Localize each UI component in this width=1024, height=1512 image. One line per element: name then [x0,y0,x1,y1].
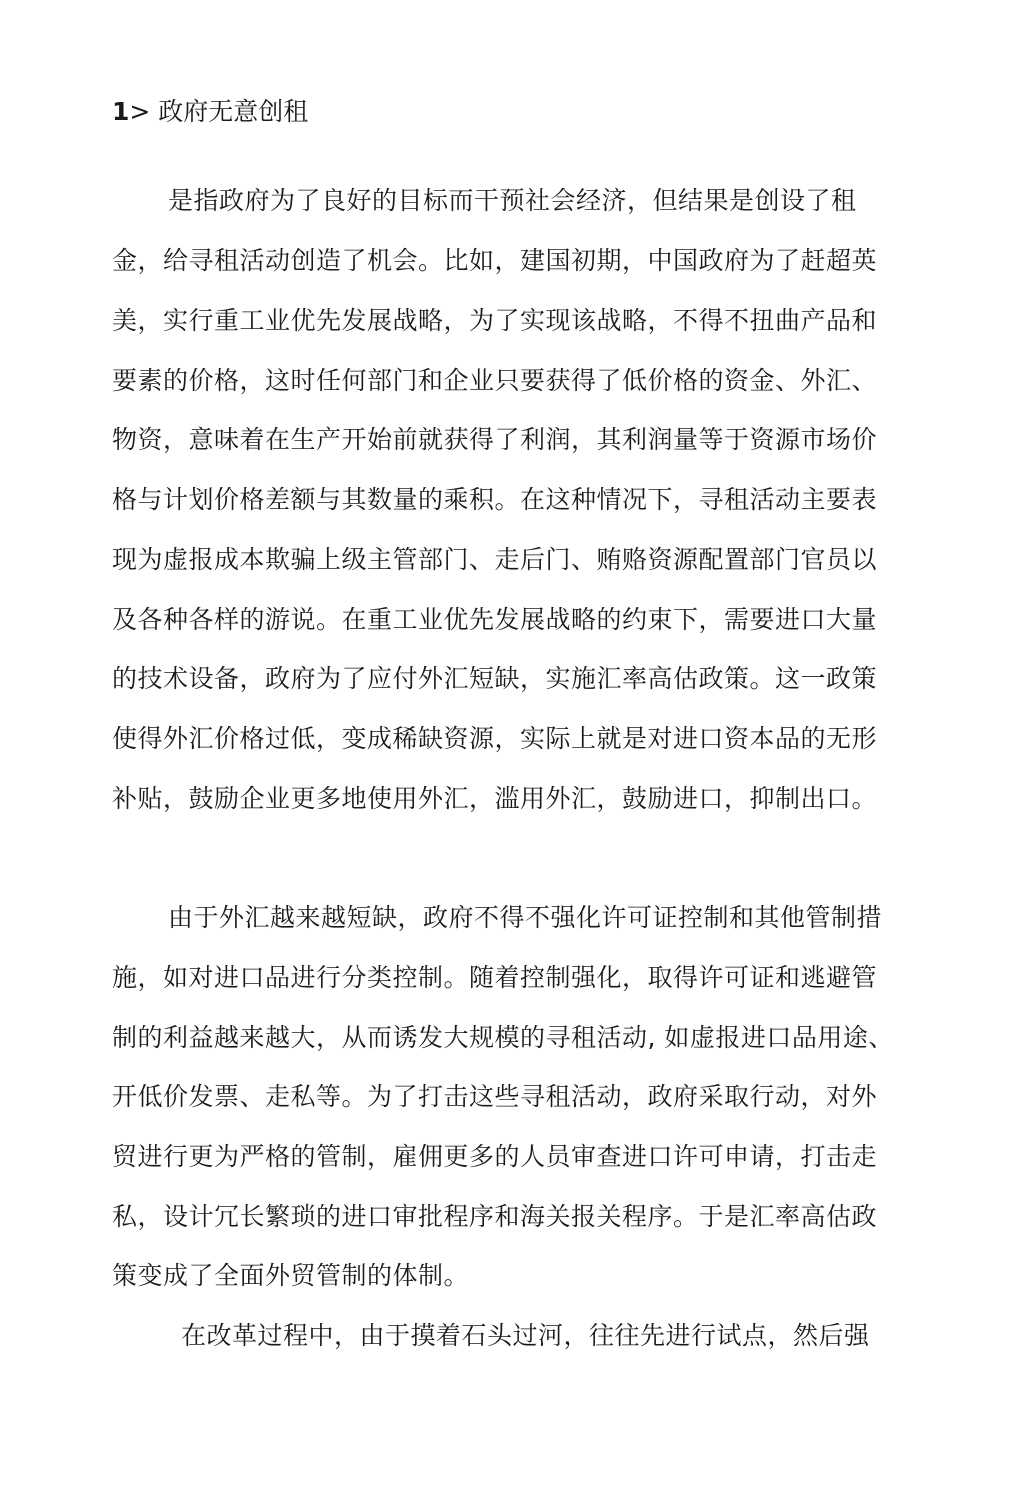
paragraph-line: 在改革过程中，由于摸着石头过河，往往先进行试点，然后强 [181,1321,870,1350]
paragraph-line: 私，设计冗长繁琐的进口审批程序和海关报关程序。于是汇率高估政 [112,1202,878,1231]
paragraph-line: 制的利益越来越大，从而诱发大规模的寻租活动, 如虚报进口品用途、 [112,1023,894,1052]
paragraph-line: 格与计划价格差额与其数量的乘积。在这种情况下，寻租活动主要表 [112,485,878,514]
paragraph-line: 贸进行更为严格的管制，雇佣更多的人员审查进口许可申请，打击走 [112,1142,878,1171]
paragraph-line: 的技术设备，政府为了应付外汇短缺，实施汇率高估政策。这一政策 [112,664,878,693]
paragraph-line: 要素的价格，这时任何部门和企业只要获得了低价格的资金、外汇、 [112,366,878,395]
section-number: 1 [112,97,130,126]
paragraph-line: 使得外汇价格过低，变成稀缺资源，实际上就是对进口资本品的无形 [112,724,878,753]
paragraph-line: 开低价发票、走私等。为了打击这些寻租活动，政府采取行动，对外 [112,1082,878,1111]
paragraph-line: 是指政府为了良好的目标而干预社会经济，但结果是创设了租 [168,186,857,215]
paragraph-line: 美，实行重工业优先发展战略，为了实现该战略，不得不扭曲产品和 [112,306,878,335]
paragraph-line: 施，如对进口品进行分类控制。随着控制强化，取得许可证和逃避管 [112,963,878,992]
paragraph-line: 现为虚报成本欺骗上级主管部门、走后门、贿赂资源配置部门官员以 [112,545,878,574]
paragraph-line: 由于外汇越来越短缺，政府不得不强化许可证控制和其他管制措 [168,903,883,932]
paragraph-line: 及各种各样的游说。在重工业优先发展战略的约束下，需要进口大量 [112,605,878,634]
section-heading [112,93,308,131]
paragraph-line: 补贴，鼓励企业更多地使用外汇，滥用外汇，鼓励进口，抑制出口。 [112,784,878,813]
section-title: > 政府无意创租 [129,97,309,126]
paragraph-line: 物资，意味着在生产开始前就获得了利润，其利润量等于资源市场价 [112,425,878,454]
paragraph-line: 金，给寻租活动创造了机会。比如，建国初期，中国政府为了赶超英 [112,246,878,275]
paragraph-line: 策变成了全面外贸管制的体制。 [112,1261,470,1290]
